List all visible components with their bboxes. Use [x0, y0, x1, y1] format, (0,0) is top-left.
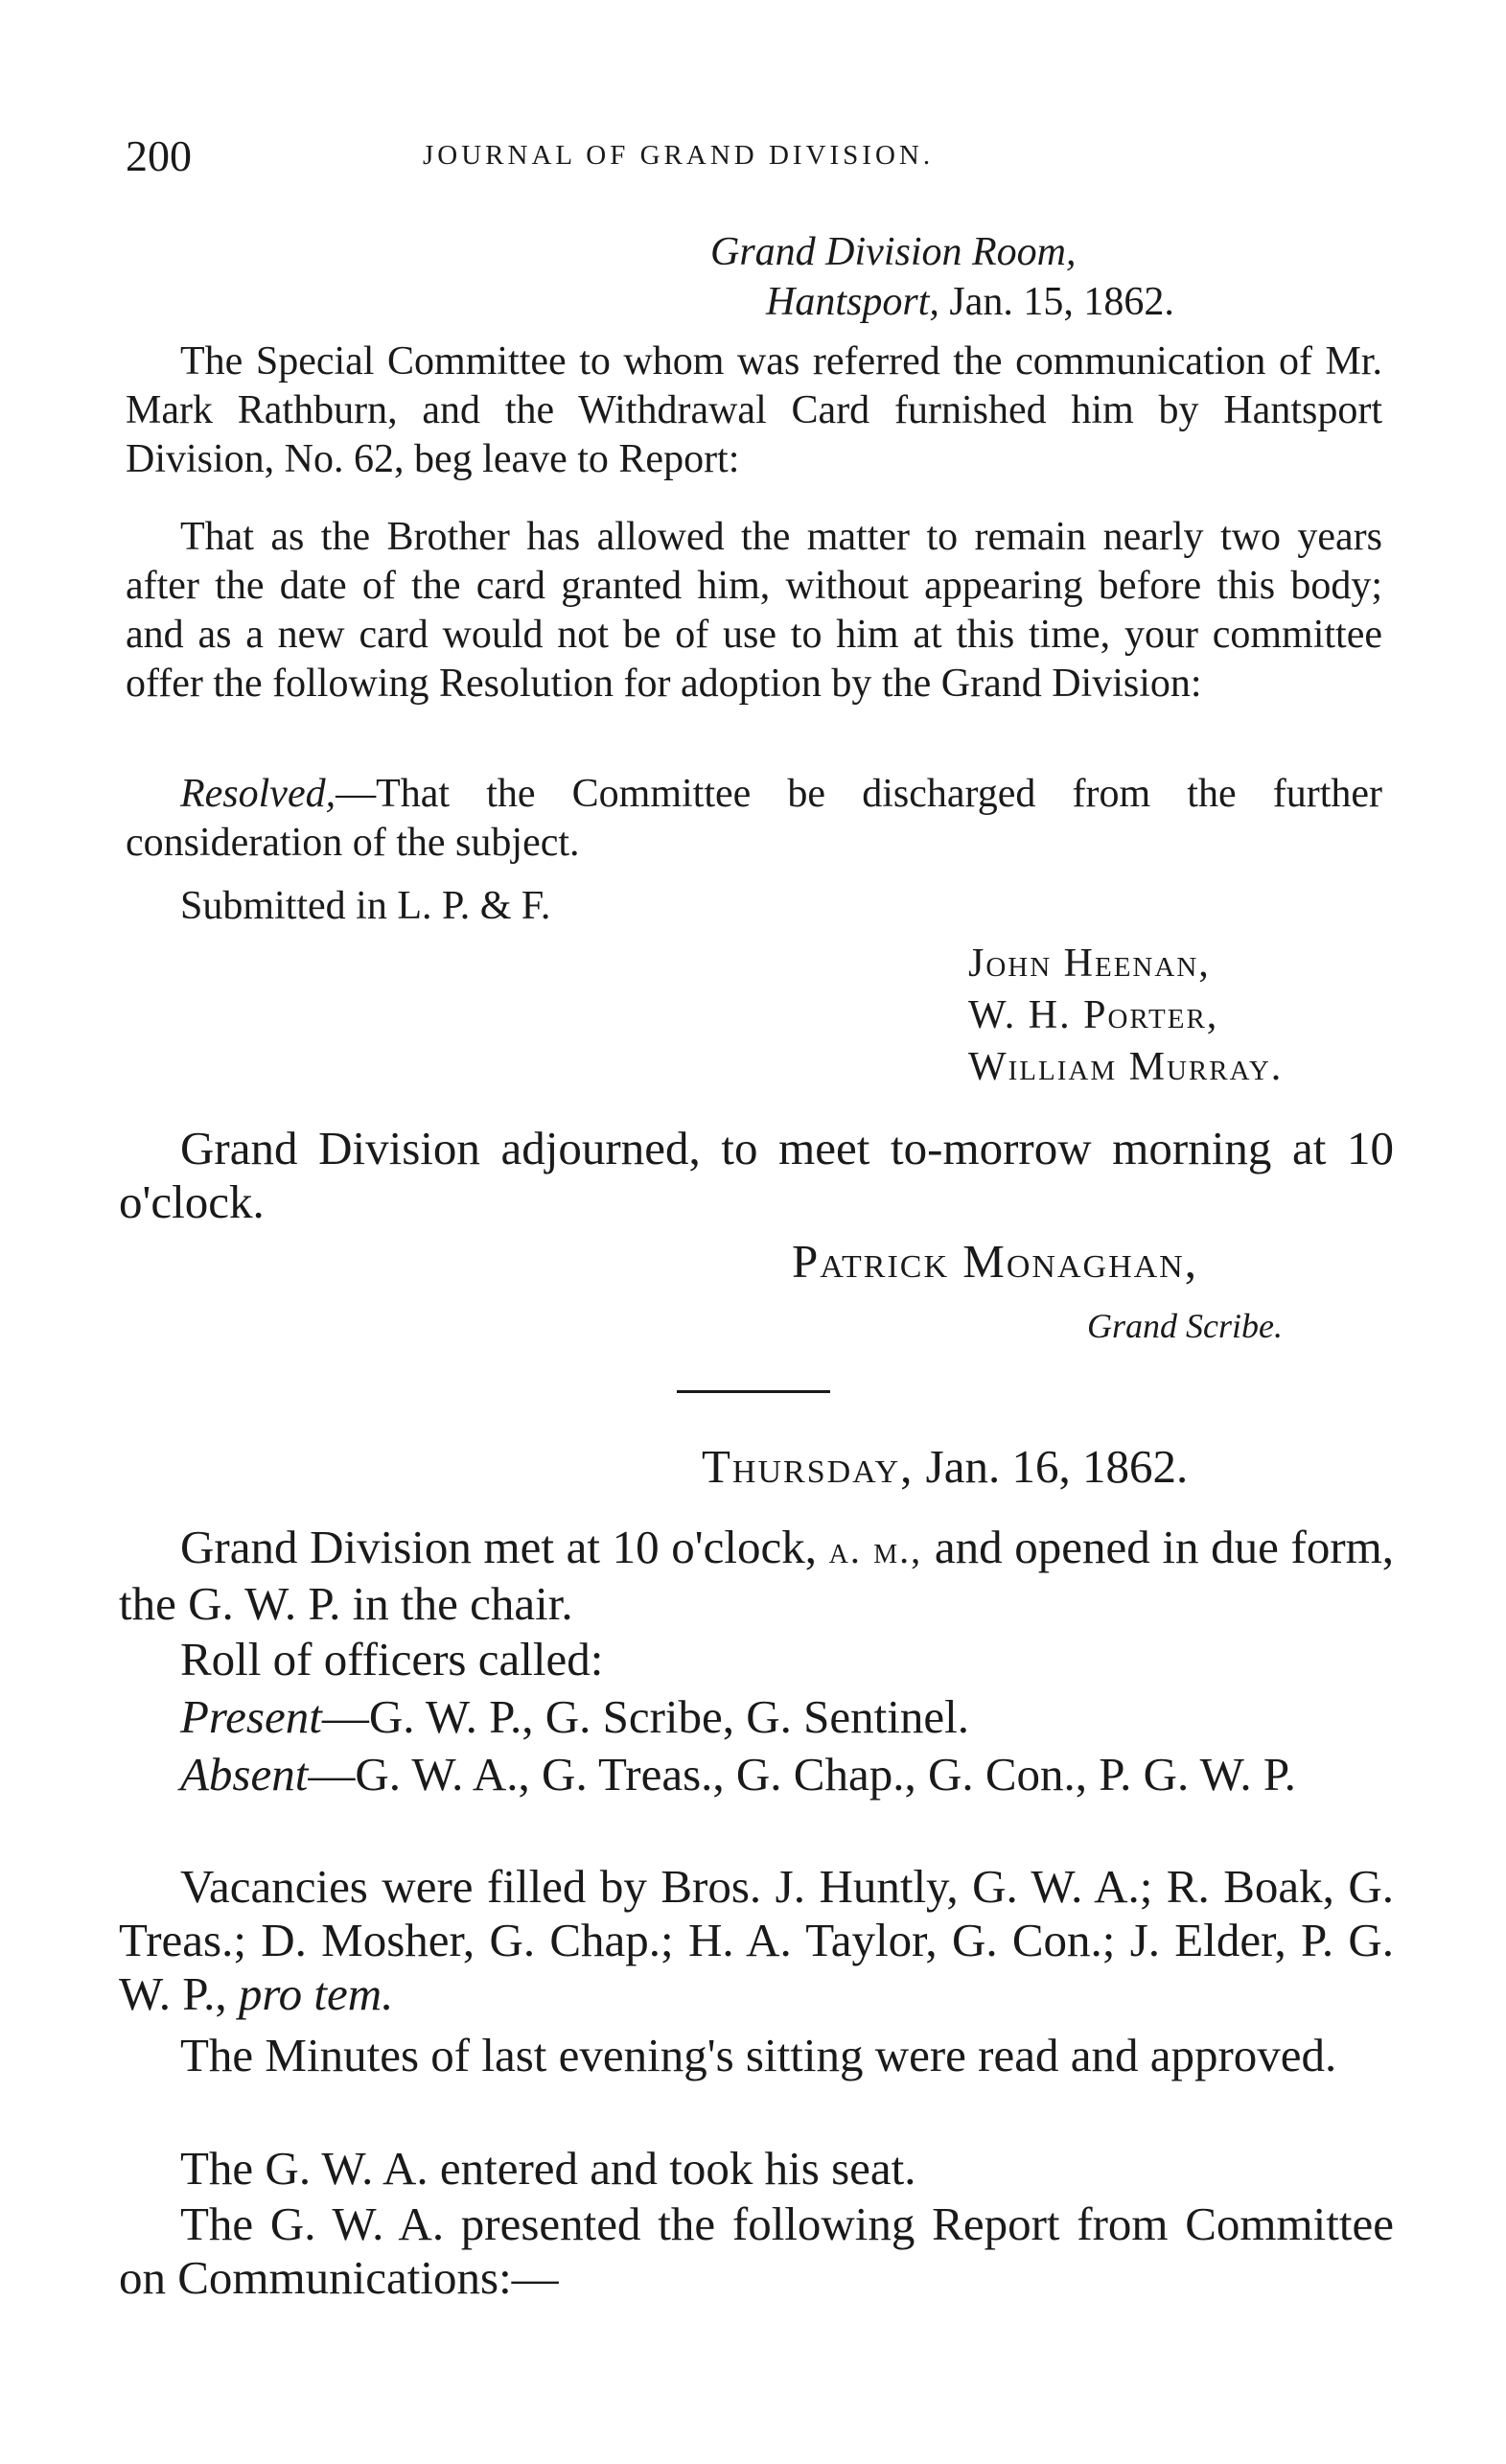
present-line	[180, 1690, 969, 1744]
vacancies-paragraph	[119, 1860, 1394, 2021]
signatory-1: John Heenan,	[968, 941, 1211, 986]
report-paragraph-1: The Special Committee to whom was referred the communication of Mr. Mark Rathburn, and the Withdrawal Card furnished him by Hantsport Division, No. 62, beg leave to Report:	[126, 339, 1382, 481]
gwa-entered: The G. W. A. entered and took his seat.	[180, 2142, 916, 2195]
section-divider	[677, 1390, 830, 1393]
resolved-text: —That the Committee be discharged from the further consideration of the subject.	[126, 772, 1382, 865]
dateline-place-date	[766, 278, 1174, 327]
absent-label: Absent	[180, 1748, 309, 1801]
meeting-opened: Grand Division met at 10 o'clock, a. m., and opened in due form, the G. W. P. in the chair.	[119, 1521, 1395, 1630]
resolution	[126, 770, 1382, 868]
heading-date: Jan. 16, 1862.	[925, 1440, 1189, 1493]
roll-called: Roll of officers called:	[180, 1633, 604, 1685]
report-paragraph-2: That as the Brother has allowed the matter to remain nearly two years after the date of the card granted him, without appearing before this body; and as a new card would not be of use to him at this time, your committee offer the following Resolution for adoption by the Grand Division:	[126, 515, 1382, 706]
signatory-2: W. H. Porter,	[968, 993, 1219, 1037]
signatory-3: William Murray.	[968, 1045, 1284, 1089]
vacancies-pro-tem: pro tem.	[238, 1967, 394, 2020]
report-presented: The G. W. A. presented the following Report from Committee on Communications:—	[119, 2197, 1394, 2304]
scribe-name: Patrick Monaghan,	[792, 1235, 1198, 1288]
minutes-approved: The Minutes of last evening's sitting were read and approved.	[180, 2029, 1337, 2081]
present-label: Present	[180, 1690, 322, 1743]
resolved-label: Resolved,	[180, 772, 336, 816]
scribe-title: Grand Scribe.	[1087, 1307, 1283, 1345]
page-number: 200	[126, 131, 192, 180]
dateline-place: Hantsport,	[766, 280, 939, 324]
heading-day: Thursday,	[702, 1440, 915, 1493]
submitted-line: Submitted in L. P. & F.	[180, 884, 551, 928]
running-title: JOURNAL OF GRAND DIVISION.	[423, 140, 935, 171]
am-label: a. m.,	[828, 1528, 923, 1571]
adjournment-text: Grand Division adjourned, to meet to-morrow morning at 10 o'clock.	[119, 1122, 1394, 1228]
dateline-date: Jan. 15, 1862.	[949, 280, 1174, 324]
absent-text: —G. W. A., G. Treas., G. Chap., G. Con., P. G. W. P.	[308, 1748, 1296, 1801]
absent-line	[119, 1748, 1394, 1802]
vacancies-text: Vacancies were filled by Bros. J. Huntly, G. W. A.; R. Boak, G. Treas.; D. Mosher, G. Chap.; H. A. Taylor, G. Con.; J. Elder, P. G. W. P.,	[119, 1860, 1394, 2020]
dateline-room: Grand Division Room,	[710, 230, 1077, 274]
thursday-heading	[702, 1440, 1188, 1494]
present-text: —G. W. P., G. Scribe, G. Sentinel.	[321, 1690, 969, 1743]
